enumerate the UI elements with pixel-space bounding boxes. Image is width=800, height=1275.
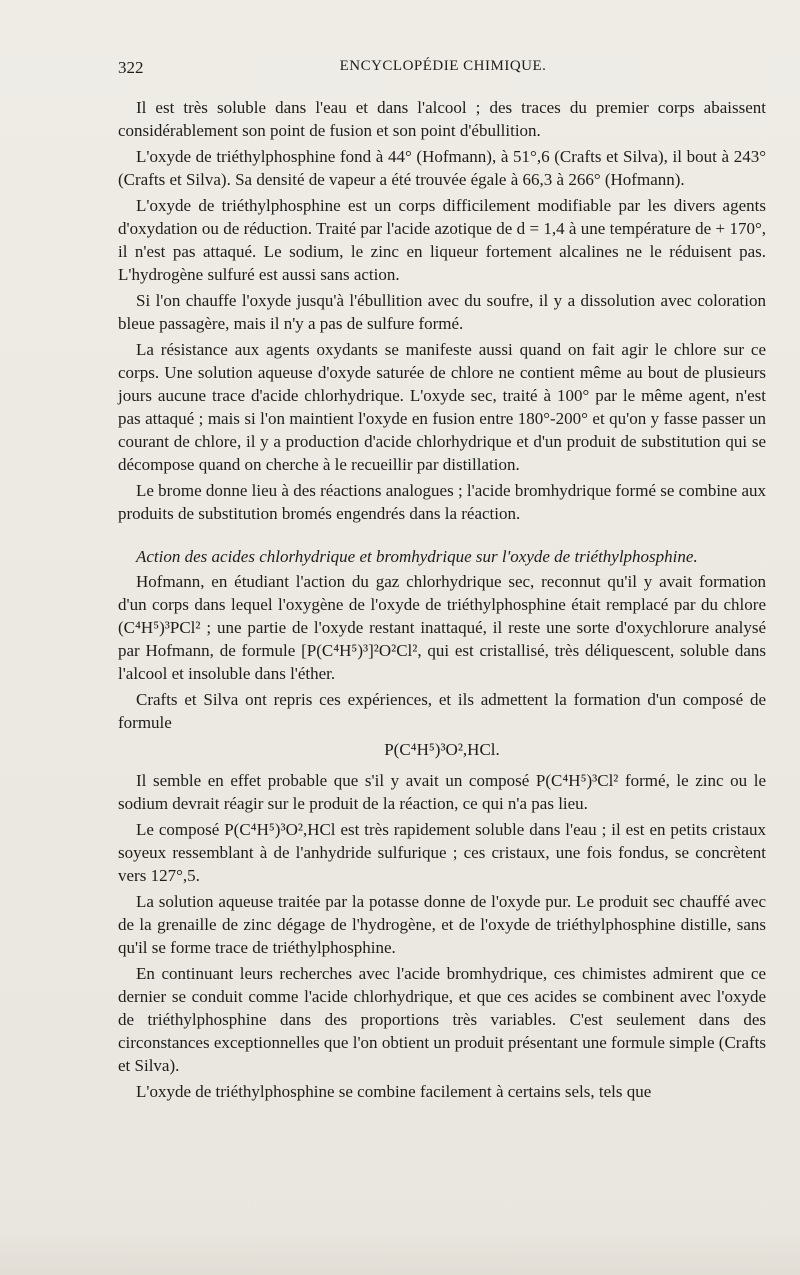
- page-number: 322: [118, 58, 144, 77]
- paragraph-bromine: Le brome donne lieu à des réactions analogues ; l'acide bromhydrique formé se combine aux produits de substitution bromés engendrés dans la réaction.: [118, 481, 766, 523]
- paragraph-reduction: L'oxyde de triéthylphosphine est un corps difficilement modifiable par les divers agents d'oxydation ou de réduction. Traité par l'acide azotique de d = 1,4 à une température de + 170°, il n'est pas attaqué. Le sodium, le zinc en liqueur fortement alcalines ne le réduisent pas. L'hydrogène sulfuré est aussi sans action.: [118, 196, 766, 284]
- paragraph-hofmann: Hofmann, en étudiant l'action du gaz chlorhydrique sec, reconnut qu'il y avait formation d'un corps dans lequel l'oxygène de l'oxyde de triéthylphosphine était remplacé par du chlore (C⁴H⁵)³PCl² ; une partie de l'oxyde restant inattaqué, il reste une sorte d'oxychlorure analysé par Hofmann, de formule [P(C⁴H⁵)³]²O²Cl², qui est cristallisé, très déliquescent, soluble dans l'alcool et insoluble dans l'éther.: [118, 572, 766, 683]
- page-edge-shadow: [0, 1227, 800, 1275]
- paragraph-salts: L'oxyde de triéthylphosphine se combine facilement à certains sels, tels que: [136, 1082, 652, 1101]
- paragraph-bromhydric-acid: En continuant leurs recherches avec l'acide bromhydrique, ces chimistes admirent que ce dernier se conduit comme l'acide chlorhydrique, et que ces acides se combinent avec l'oxyde de triéthylphosphine dans des proportions très variables. C'est seulement dans des circonstances exceptionnelles que l'on obtient un produit présentant une formule simple (Crafts et Silva).: [118, 964, 766, 1075]
- paragraph-chlorine: La résistance aux agents oxydants se manifeste aussi quand on fait agir le chlore sur ce corps. Une solution aqueuse d'oxyde saturée de chlore ne contient même au bout de plusieurs jours aucune trace d'acide chlorhydrique. L'oxyde sec, traité à 100° par le même agent, n'est pas attaqué ; mais si l'on maintient l'oxyde en fusion entre 180°-200° et qu'on y fasse passer un courant de chlore, il y a production d'acide chlorhydrique et d'un produit de substitution qui se décompose quand on cherche à le recueillir par distillation.: [118, 340, 766, 474]
- paragraph-crafts-silva: Crafts et Silva ont repris ces expériences, et ils admettent la formation d'un composé de formule: [118, 690, 766, 732]
- paragraph-compound-solubility: Le composé P(C⁴H⁵)³O²,HCl est très rapidement soluble dans l'eau ; il est en petits cristaux soyeux ressemblant à de l'anhydride sulfurique ; ces cristaux, une fois fondus, se concrètent vers 127°,5.: [118, 820, 766, 885]
- paragraph-melting-point: L'oxyde de triéthylphosphine fond à 44° (Hofmann), à 51°,6 (Crafts et Silva), il bout à 243° (Crafts et Silva). Sa densité de vapeur a été trouvée égale à 66,3 à 266° (Hofmann).: [118, 147, 766, 189]
- page-body: [118, 96, 766, 1106]
- paragraph-solubility: Il est très soluble dans l'eau et dans l'alcool ; des traces du premier corps abaissent considérablement son point de fusion et son point d'ébullition.: [118, 98, 766, 140]
- paragraph-probable-compound: Il semble en effet probable que s'il y avait un composé P(C⁴H⁵)³Cl² formé, le zinc ou le sodium devrait réagir sur le produit de la réaction, ce qui n'a pas lieu.: [118, 771, 766, 813]
- section-heading: Action des acides chlorhydrique et bromhydrique sur l'oxyde de triéthylphosphine.: [136, 547, 698, 566]
- running-title: ENCYCLOPÉDIE CHIMIQUE.: [339, 58, 547, 74]
- running-header: [118, 58, 768, 88]
- chemical-formula: P(C⁴H⁵)³O²,HCl.: [384, 740, 500, 759]
- paragraph-sulfur: Si l'on chauffe l'oxyde jusqu'à l'ébullition avec du soufre, il y a dissolution avec coloration bleue passagère, mais il n'y a pas de sulfure formé.: [118, 291, 766, 333]
- paragraph-potassium: La solution aqueuse traitée par la potasse donne de l'oxyde pur. Le produit sec chauffé avec de la grenaille de zinc dégage de l'hydrogène, et de l'oxyde de triéthylphosphine distille, sans qu'il se forme trace de triéthylphosphine.: [118, 892, 766, 957]
